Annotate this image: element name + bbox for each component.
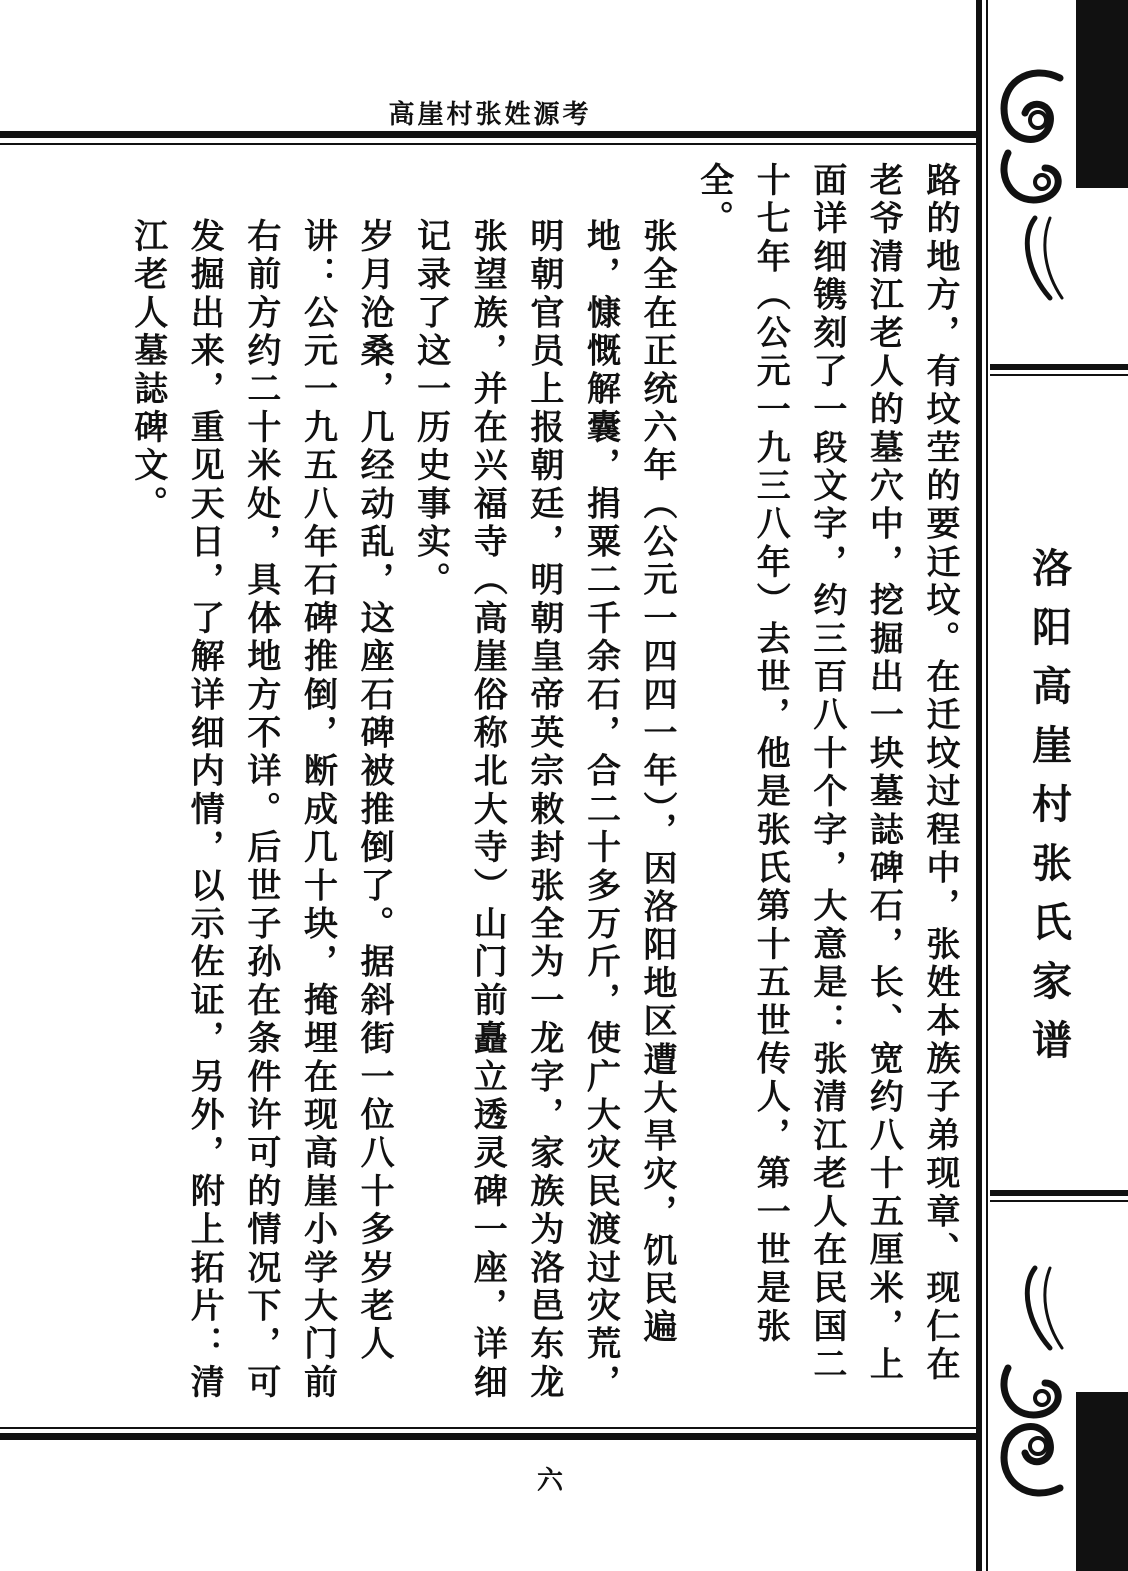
header-rule-thin	[0, 143, 976, 145]
side-divider-bottom-thick	[990, 1190, 1128, 1196]
paragraph: 张全在正统六年（公元一四四一年），因洛阳地区遭大旱灾，饥民遍地，慷慨解囊，捐粟二千余石，合二十多万斤，使广大灾民渡过灾荒，明朝官员上报朝廷，明朝皇帝英宗敕封张全为一龙字，家族为洛邑东龙张望族，并在兴福寺（高崖俗称北大寺）山门前矗立透灵碑一座，详细记录了这一历史事实。	[410, 218, 678, 1403]
side-title: 洛阳高崖村张氏家谱	[1032, 546, 1072, 1064]
cloud-ornament-top-icon	[990, 58, 1090, 308]
page-number: 六	[536, 1466, 563, 1496]
paragraph: 岁月沧桑，几经动乱，这座石碑被推倒了。据斜街一位八十多岁老人讲：公元一九五八年石碑推倒，断成几十块，掩埋在现高崖小学大门前右前方约二十米处，具体地方不详。后世子孙在条件许可的情况下，可发掘出来，重见天日，了解详细内情，以示佐证，另外，附上拓片：清江老人墓誌碑文。	[127, 218, 395, 1403]
header-rule-thick	[0, 131, 976, 138]
right-border-outer-line	[976, 0, 982, 1571]
side-divider-top-thin	[990, 374, 1128, 376]
footer-rule-thick	[0, 1433, 976, 1440]
side-divider-top-thick	[990, 364, 1128, 370]
paragraph: 路的地方，有坟茔的要迁坟。在迁坟过程中，张姓本族子弟现章、现仁在老爷清江老人的墓穴中，挖掘出一块墓誌碑石，长、宽约八十五厘米，上面详细镌刻了一段文字，约三百八十个字，大意是：张清江老人在民国二十七年（公元一九三八年）去世，他是张氏第十五世传人，第一世是张全。	[693, 162, 960, 1385]
body-text	[127, 162, 968, 1410]
right-border-inner-line	[986, 0, 988, 1571]
side-divider-bottom-thin	[990, 1200, 1128, 1202]
header-title: 高崖村张姓源考	[388, 100, 592, 130]
footer-rule-thin	[0, 1427, 976, 1429]
